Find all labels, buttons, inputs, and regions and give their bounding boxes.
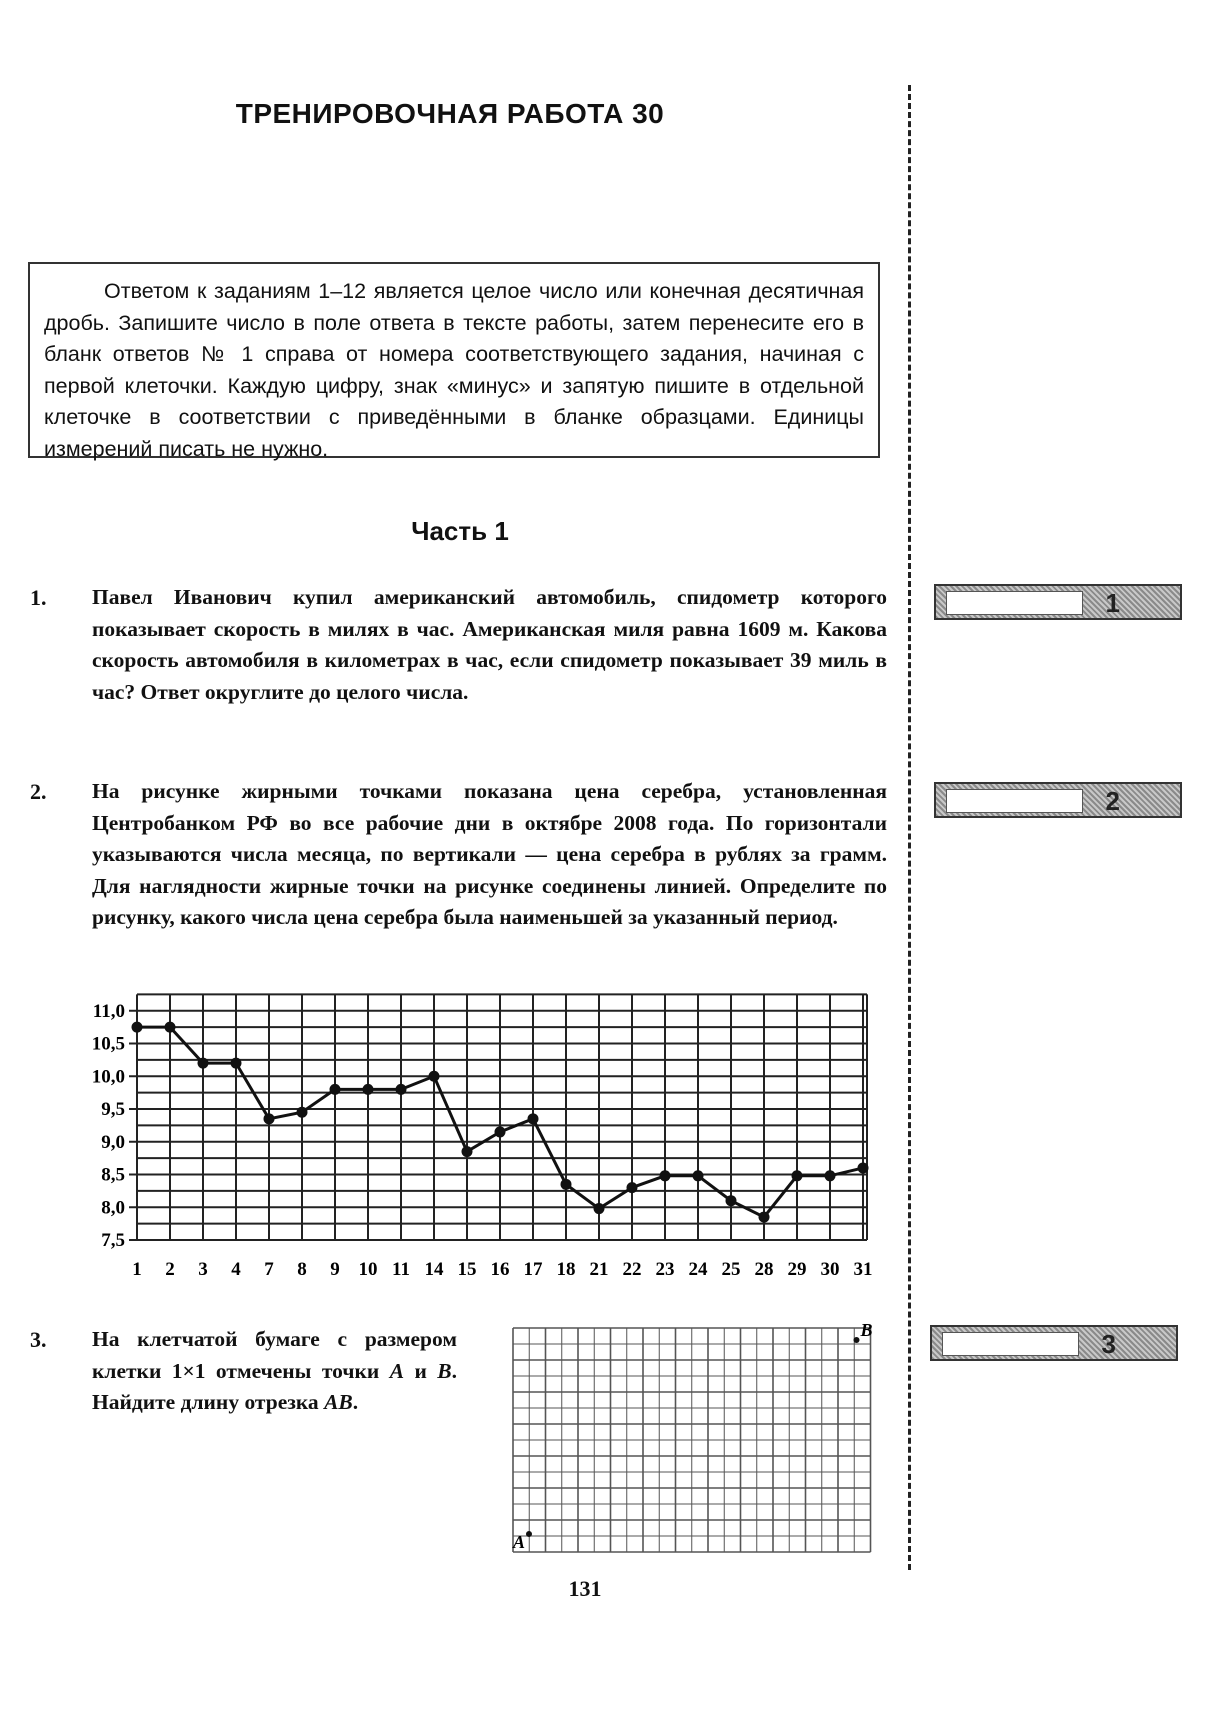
x-tick-label: 14 [424, 1259, 444, 1280]
point-b-label: B [860, 1322, 873, 1340]
q3-text-part: и [404, 1358, 438, 1383]
x-tick-label: 22 [622, 1259, 642, 1280]
x-tick-label: 7 [264, 1259, 274, 1280]
data-point [693, 1170, 704, 1181]
q3-text-part: . [352, 1390, 359, 1415]
q3-text-part: . Найдите длину отрезка [92, 1358, 457, 1415]
data-point [429, 1071, 440, 1082]
x-tick-label: 30 [820, 1259, 840, 1280]
answer-field-2[interactable] [946, 789, 1083, 813]
q3-point-b: B [437, 1358, 452, 1383]
x-tick-label: 3 [198, 1259, 208, 1280]
y-tick-label: 8,5 [101, 1164, 125, 1186]
data-point [825, 1170, 836, 1181]
y-tick-label: 10,0 [91, 1066, 125, 1088]
x-tick-label: 28 [754, 1259, 774, 1280]
x-tick-label: 15 [457, 1259, 477, 1280]
instructions-box: Ответом к заданиям 1–12 является целое число или конечная десятичная дробь. Запишите число в поле ответа в тексте работы, затем перенесите его в бланк ответов № 1 справа от номера соответствующего задания, начиная с первой клеточки. Каждую цифру, знак «минус» и запятую пишите в отдельной клеточке в соответствии с приведёнными в бланке образцами. Единицы измерений писать не нужно. [28, 262, 880, 458]
x-tick-label: 25 [721, 1259, 741, 1280]
point-b [854, 1337, 860, 1343]
x-tick-label: 2 [165, 1259, 175, 1280]
x-tick-label: 31 [853, 1259, 873, 1280]
data-point [561, 1179, 572, 1190]
data-point [165, 1022, 176, 1033]
x-tick-label: 17 [523, 1259, 543, 1280]
part-title: Часть 1 [411, 516, 509, 546]
question-1-text: Павел Иванович купил американский автомобиль, спидометр которого показывает скорость в милях в час. Американская миля равна 1609 м. Какова скорость автомобиля в километрах в час, если спидометр показывает 39 миль в час? Ответ округлите до целого числа. [92, 585, 887, 704]
answer-box-3[interactable] [930, 1325, 1178, 1361]
x-tick-label: 11 [392, 1259, 410, 1280]
data-point [198, 1058, 209, 1069]
data-point [264, 1113, 275, 1124]
data-point [363, 1084, 374, 1095]
question-2-number: 2. [30, 779, 47, 804]
x-tick-label: 24 [688, 1259, 708, 1280]
data-point [528, 1113, 539, 1124]
cut-line [908, 85, 911, 1570]
data-point [726, 1195, 737, 1206]
question-1-number: 1. [30, 585, 47, 610]
answer-field-1[interactable] [946, 591, 1083, 615]
answer-box-2-label: 2 [1105, 786, 1120, 816]
answer-box-1[interactable] [934, 584, 1182, 620]
x-tick-label: 1 [132, 1259, 142, 1280]
y-tick-label: 10,5 [91, 1033, 125, 1055]
y-tick-label: 11,0 [92, 1000, 125, 1022]
y-tick-label: 9,0 [101, 1131, 125, 1153]
data-point [594, 1203, 605, 1214]
data-point [231, 1058, 242, 1069]
question-3-text [92, 1324, 457, 1419]
q3-point-a: A [389, 1358, 405, 1383]
data-point [759, 1212, 770, 1223]
data-point [627, 1182, 638, 1193]
y-tick-label: 8,0 [101, 1197, 125, 1219]
data-point [660, 1170, 671, 1181]
data-point [462, 1146, 473, 1157]
x-tick-label: 10 [358, 1259, 378, 1280]
page-title: ТРЕНИРОВОЧНАЯ РАБОТА 30 [235, 98, 665, 129]
y-tick-label: 9,5 [101, 1099, 125, 1120]
x-tick-label: 4 [231, 1259, 241, 1280]
x-tick-label: 8 [297, 1259, 307, 1280]
point-a [526, 1531, 532, 1537]
x-tick-label: 16 [490, 1259, 510, 1280]
x-tick-label: 23 [655, 1259, 675, 1280]
data-point [495, 1126, 506, 1137]
point-a-label: A [513, 1532, 526, 1552]
data-point [858, 1162, 869, 1173]
x-tick-label: 21 [589, 1259, 609, 1280]
x-tick-label: 18 [556, 1259, 576, 1280]
checkered-grid-figure [505, 1322, 885, 1570]
silver-price-chart [40, 975, 890, 1295]
answer-box-3-label: 3 [1101, 1329, 1116, 1359]
question-3-number: 3. [30, 1327, 47, 1352]
answer-box-1-label: 1 [1105, 588, 1120, 618]
data-point [396, 1084, 407, 1095]
page-number: 131 [568, 1576, 602, 1601]
x-tick-label: 9 [330, 1259, 340, 1280]
x-tick-label: 29 [787, 1259, 807, 1280]
data-point [132, 1022, 143, 1033]
q3-segment-ab: AB [324, 1390, 353, 1415]
answer-box-2[interactable] [934, 782, 1182, 818]
data-point [297, 1107, 308, 1118]
q3-text-part: На клетчатой бумаге с размером клетки 1×1 отмечены точки [92, 1327, 457, 1383]
question-2-text: На рисунке жирными точками показана цена серебра, установленная Центробанком РФ во все рабочие дни в октябре 2008 года. По горизонтали указываются числа месяца, по вертикали — цена серебра в рублях за грамм. Для наглядности жирные точки на рисунке соединены линией. Определите по рисунку, какого числа цена серебра была наименьшей за указанный период. [92, 779, 887, 930]
y-tick-label: 7,5 [101, 1230, 125, 1251]
data-point [330, 1084, 341, 1095]
answer-field-3[interactable] [942, 1332, 1079, 1356]
data-point [792, 1170, 803, 1181]
